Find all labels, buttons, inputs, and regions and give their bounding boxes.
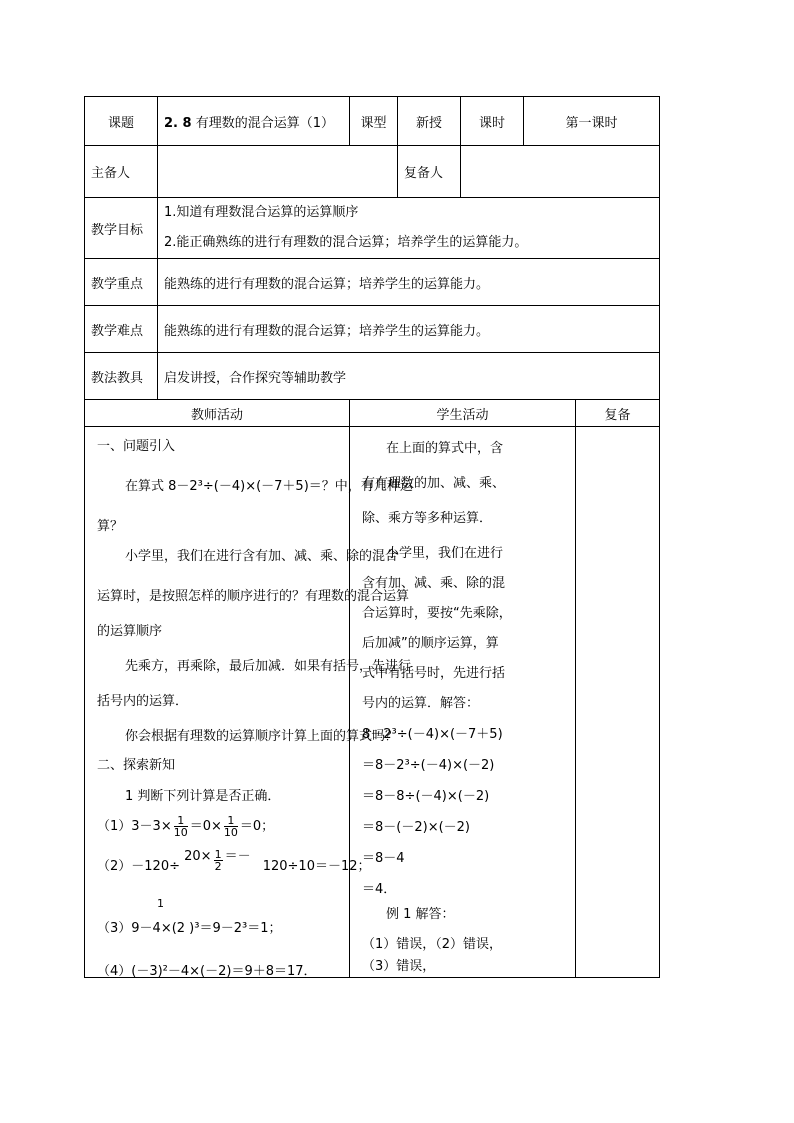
student-text: 后加减”的顺序运算，算 [362, 636, 499, 651]
student-activity-header: 学生活动 [350, 400, 576, 427]
exercise-2: （2）－120÷ 20× $\frac{1}{2}$ ＝－ 120÷10＝－12； [97, 848, 371, 874]
teacher-paragraph: 在算式 8－2³÷(－4)×(－7＋5)＝？中，有几种运 [125, 479, 413, 494]
topic-title-cell [158, 97, 350, 146]
exercise-3-half: 1 [157, 897, 164, 910]
example-answer: （3）错误， [362, 959, 436, 974]
key-points-row [85, 259, 660, 306]
student-text: 号内的运算．解答： [362, 696, 480, 711]
student-text: 除、乘方等多种运算． [362, 511, 493, 526]
student-text: 有有理数的加、减、乘、 [362, 476, 506, 491]
goals-label: 教学目标 [85, 198, 158, 259]
fraction: $\frac{1}{10}$ [173, 814, 188, 839]
student-text: 含有加、减、乘、除的混 [362, 576, 506, 591]
teacher-paragraph: 括号内的运算． [97, 694, 189, 709]
methods-label: 教法教具 [85, 353, 158, 400]
example-answer: （1）错误，（2）错误， [362, 937, 503, 952]
section-intro-heading: 一、问题引入 [97, 439, 176, 454]
teacher-paragraph: 的运算顺序 [97, 624, 163, 639]
calculation-step: ＝8－8÷(－4)×(－2) [362, 789, 490, 804]
secondary-preparer-value [461, 146, 660, 198]
key-points-text: 能熟练的进行有理数的混合运算；培养学生的运算能力。 [158, 259, 660, 306]
secondary-preparer-label: 复备人 [398, 146, 461, 198]
student-text: 小学里，我们在进行 [386, 546, 504, 561]
activity-row [85, 427, 660, 978]
calculation-step: 8－2³÷(－4)×(－7＋5) [362, 727, 503, 742]
main-preparer-value [158, 146, 398, 198]
teacher-paragraph: 运算时，是按照怎样的顺序进行的？有理数的混合运算 [97, 589, 410, 604]
header-row [85, 97, 660, 146]
difficulties-label: 教学难点 [85, 306, 158, 353]
topic-number: 2. 8 [164, 115, 192, 131]
calculation-step: ＝8－4 [362, 851, 405, 866]
goals-content [158, 198, 660, 259]
fraction: $\frac{1}{10}$ [223, 814, 238, 839]
exercise-4: （4）(－3)²－4×(－2)＝9＋8＝17． [97, 964, 317, 979]
teacher-paragraph: 算？ [97, 519, 124, 534]
exercise-1: （1）3－3× $\frac{1}{10}$ ＝0× $\frac{1}{10}$ ＝0； [97, 814, 275, 839]
student-activity-cell [350, 427, 576, 978]
topic-title: 有理数的混合运算（1） [195, 115, 334, 131]
student-text: 合运算时，要按“先乘除， [362, 606, 512, 621]
calculation-step: ＝4． [362, 882, 397, 897]
lesson-plan-table [84, 96, 660, 978]
period-label: 课时 [461, 97, 524, 146]
teacher-activity-header: 教师活动 [85, 400, 350, 427]
key-points-label: 教学重点 [85, 259, 158, 306]
type-value: 新授 [398, 97, 461, 146]
review-cell [576, 427, 660, 978]
difficulties-row [85, 306, 660, 353]
preparers-row [85, 146, 660, 198]
goals-row [85, 198, 660, 259]
review-header: 复备 [576, 400, 660, 427]
difficulties-text: 能熟练的进行有理数的混合运算；培养学生的运算能力。 [158, 306, 660, 353]
student-text: 式中有括号时，先进行括 [362, 666, 506, 681]
period-value: 第一课时 [524, 97, 660, 146]
type-label: 课型 [350, 97, 398, 146]
student-text: 在上面的算式中，含 [386, 441, 504, 456]
teacher-paragraph: 小学里，我们在进行含有加、减、乘、除的混合 [125, 549, 399, 564]
main-preparer-label: 主备人 [85, 146, 158, 198]
calculation-step: ＝8－(－2)×(－2) [362, 820, 471, 835]
methods-text: 启发讲授，合作探究等辅助教学 [158, 353, 660, 400]
question-intro: 1 判断下列计算是否正确． [125, 789, 281, 804]
section-explore-heading: 二、探索新知 [97, 758, 176, 773]
fraction: $\frac{1}{2}$ [214, 848, 222, 873]
example-answer-heading: 例 1 解答： [386, 907, 455, 922]
calculation-step: ＝8－2³÷(－4)×(－2) [362, 758, 495, 773]
goal-1: 1.知道有理数混合运算的运算顺序 [164, 205, 359, 220]
topic-label: 课题 [85, 97, 158, 146]
activity-header-row [85, 400, 660, 427]
methods-row [85, 353, 660, 400]
exercise-3: （3）9－4×(2 )³＝9－2³＝1； [97, 921, 282, 936]
teacher-paragraph: 你会根据有理数的运算顺序计算上面的算式吗？ [125, 729, 399, 744]
teacher-paragraph: 先乘方，再乘除，最后加减．如果有括号，先进行 [125, 659, 412, 674]
goal-2: 2.能正确熟练的进行有理数的混合运算；培养学生的运算能力。 [164, 235, 528, 250]
